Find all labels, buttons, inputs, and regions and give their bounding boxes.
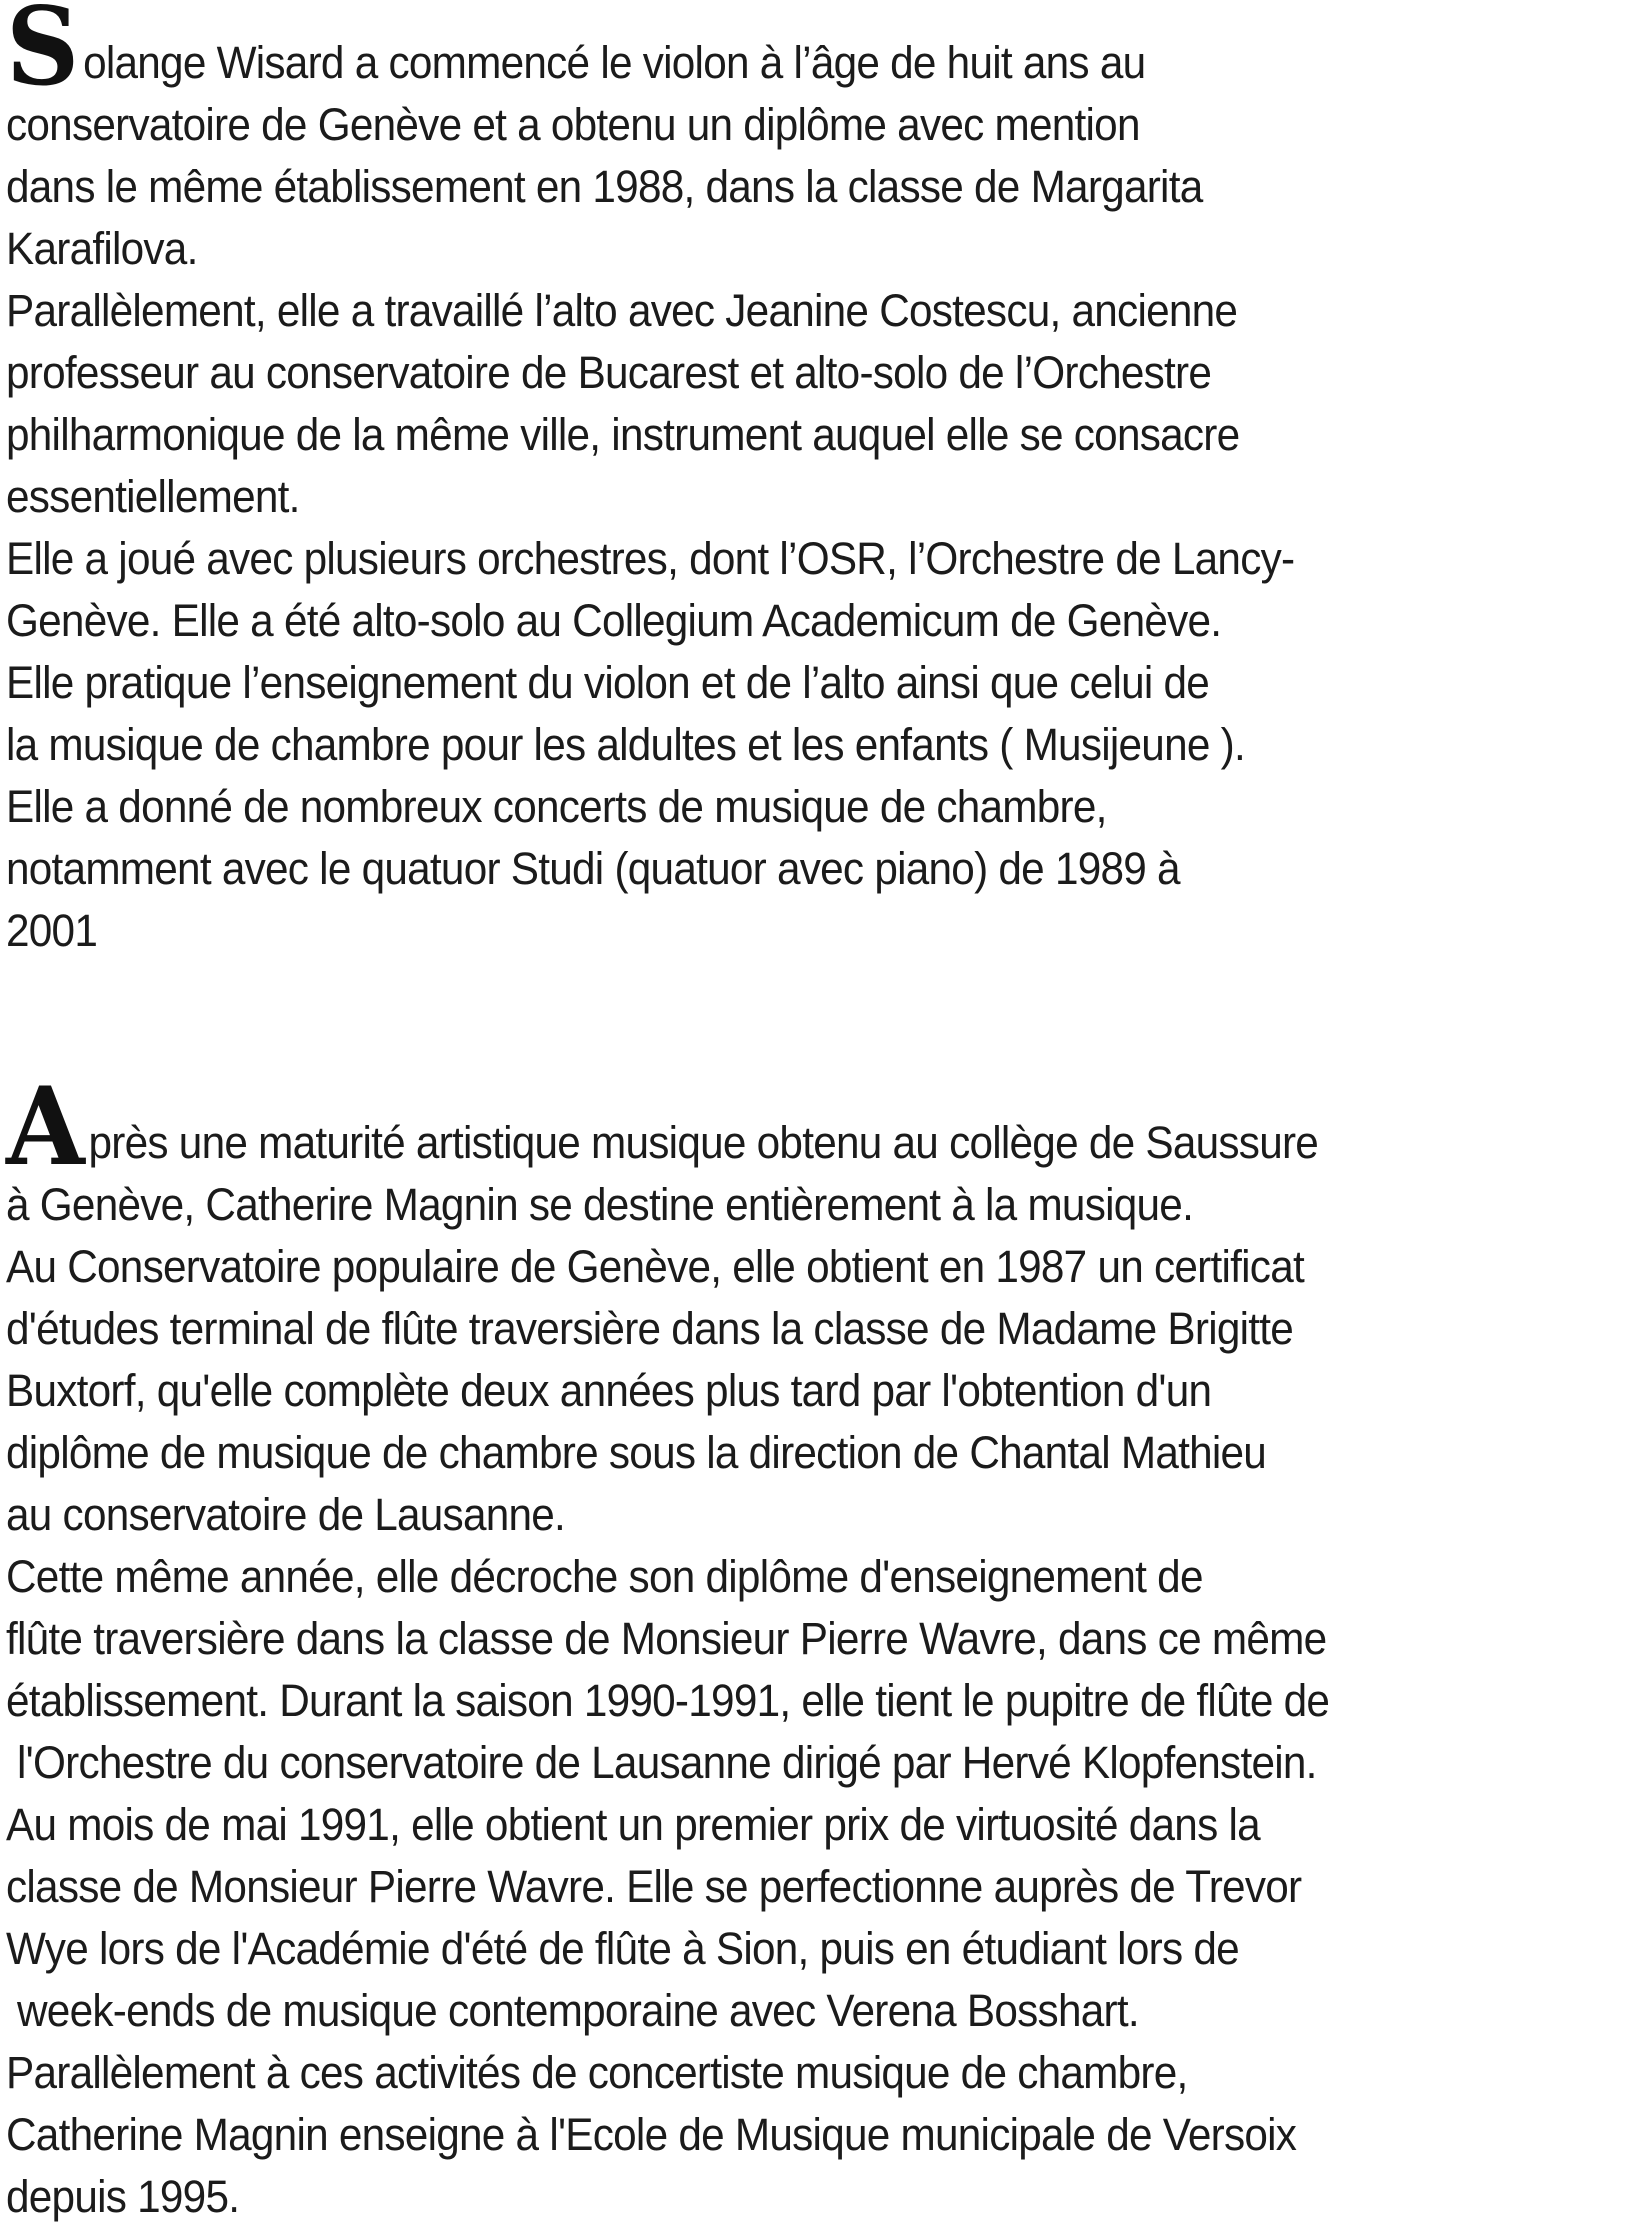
text-line: Karafilova.	[6, 223, 198, 274]
text-line: professeur au conservatoire de Bucarest et alto-solo de l’Orchestre	[6, 347, 1212, 398]
text-line: depuis 1995.	[6, 2171, 240, 2222]
text-line: 2001	[6, 905, 98, 956]
text-line: au conservatoire de Lausanne.	[6, 1489, 566, 1540]
text-line: d'études terminal de flûte traversière dans la classe de Madame Brigitte	[6, 1303, 1294, 1354]
text-line	[6, 1064, 1544, 1190]
text-line: établissement. Durant la saison 1990-1991, elle tient le pupitre de flûte de	[6, 1675, 1330, 1726]
text-line: notamment avec le quatuor Studi (quatuor avec piano) de 1989 à	[6, 843, 1180, 894]
text-line: l'Orchestre du conservatoire de Lausanne dirigé par Hervé Klopfenstein.	[6, 1737, 1317, 1788]
text-line: classe de Monsieur Pierre Wavre. Elle se perfectionne auprès de Trevor	[6, 1861, 1302, 1912]
text-line	[6, 0, 1544, 110]
text-line: dans le même établissement en 1988, dans la classe de Margarita	[6, 161, 1203, 212]
text-line: flûte traversière dans la classe de Monsieur Pierre Wavre, dans ce même	[6, 1613, 1327, 1664]
text-line: Catherine Magnin enseigne à l'Ecole de Musique municipale de Versoix	[6, 2109, 1297, 2160]
text-line: diplôme de musique de chambre sous la direction de Chantal Mathieu	[6, 1427, 1267, 1478]
text-line: Buxtorf, qu'elle complète deux années plus tard par l'obtention d'un	[6, 1365, 1212, 1416]
text-line: conservatoire de Genève et a obtenu un diplôme avec mention	[6, 99, 1140, 150]
drop-cap-initial-a: A	[6, 1064, 85, 1190]
text-line: Wye lors de l'Académie d'été de flûte à Sion, puis en étudiant lors de	[6, 1923, 1239, 1974]
drop-cap-initial-s: S	[6, 0, 80, 110]
text-line: philharmonique de la même ville, instrument auquel elle se consacre	[6, 409, 1240, 460]
text-line: la musique de chambre pour les aldultes et les enfants ( Musijeune ).	[6, 719, 1245, 770]
paragraph-catherine-magnin	[6, 1064, 1642, 2228]
first-line-text: olange Wisard a commencé le violon à l’âge de huit ans au	[83, 37, 1146, 88]
text-line: essentiellement.	[6, 471, 300, 522]
text-line: à Genève, Catherire Magnin se destine entièrement à la musique.	[6, 1179, 1194, 1230]
text-line: Elle a joué avec plusieurs orchestres, dont l’OSR, l’Orchestre de Lancy-	[6, 533, 1295, 584]
text-line: Elle a donné de nombreux concerts de musique de chambre,	[6, 781, 1107, 832]
text-line: Elle pratique l’enseignement du violon et de l’alto ainsi que celui de	[6, 657, 1210, 708]
text-line: week-ends de musique contemporaine avec Verena Bosshart.	[6, 1985, 1139, 2036]
text-line: Au Conservatoire populaire de Genève, elle obtient en 1987 un certificat	[6, 1241, 1304, 1292]
first-line-text: près une maturité artistique musique obtenu au collège de Saussure	[88, 1117, 1319, 1168]
text-line: Genève. Elle a été alto-solo au Collegium Academicum de Genève.	[6, 595, 1222, 646]
text-line: Parallèlement, elle a travaillé l’alto avec Jeanine Costescu, ancienne	[6, 285, 1238, 336]
text-line: Cette même année, elle décroche son diplôme d'enseignement de	[6, 1551, 1203, 1602]
text-line: Au mois de mai 1991, elle obtient un premier prix de virtuosité dans la	[6, 1799, 1260, 1850]
paragraph-solange-wisard	[6, 0, 1642, 962]
text-line: Parallèlement à ces activités de concertiste musique de chambre,	[6, 2047, 1188, 2098]
